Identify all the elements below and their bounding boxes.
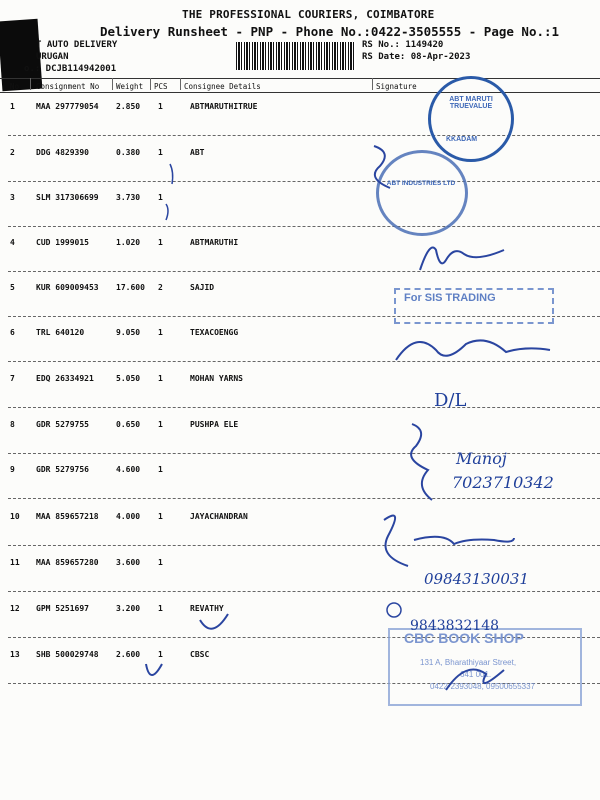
row-number: 2	[10, 148, 15, 157]
col-header-consignment: Consignment No	[36, 82, 100, 91]
pcs-count: 1	[158, 238, 163, 247]
weight-value: 3.200	[116, 604, 141, 613]
book-shop-stamp-phone: 0422-2393048, 09500655337	[430, 682, 535, 691]
weight-value: 3.730	[116, 193, 141, 202]
row-number: 8	[10, 420, 15, 429]
row-number: 5	[10, 283, 15, 292]
weight-value: 0.380	[116, 148, 141, 157]
consignee-name: CBSC	[190, 650, 210, 659]
receiver-phone-2: 09843130031	[424, 570, 529, 588]
weight-value: 9.050	[116, 328, 141, 337]
col-header-signature: Signature	[376, 82, 417, 91]
consignee-name: JAYACHANDRAN	[190, 512, 248, 521]
driver-line: URUGAN	[36, 52, 69, 62]
book-shop-stamp-pin: 641 001.	[460, 670, 492, 679]
consignment-number: TRL 640120	[36, 328, 85, 337]
weight-value: 4.000	[116, 512, 141, 521]
weight-value: 1.020	[116, 238, 141, 247]
sis-trading-stamp-text: For SIS TRADING	[404, 292, 496, 304]
row-number: 10	[10, 512, 20, 521]
pcs-count: 1	[158, 604, 163, 613]
receiver-phone-3: 9843832148	[410, 618, 500, 634]
pcs-count: 1	[158, 465, 163, 474]
pcs-count: 1	[158, 328, 163, 337]
consignment-number: MAA 859657218	[36, 512, 99, 521]
consignment-number: SHB 500029748	[36, 650, 99, 659]
row-number: 1	[10, 102, 15, 111]
delivered-note: D/L	[434, 390, 467, 411]
row-number: 6	[10, 328, 15, 337]
pcs-count: 1	[158, 420, 163, 429]
pcs-count: 1	[158, 148, 163, 157]
receiver-phone: 7023710342	[452, 473, 554, 492]
weight-value: 3.600	[116, 558, 141, 567]
weight-value: 4.600	[116, 465, 141, 474]
pcs-count: 1	[158, 374, 163, 383]
consignment-number: MAA 297779054	[36, 102, 99, 111]
maruti-stamp-text: ABT MARUTI TRUEVALUE	[449, 96, 493, 110]
receiver-name: Manoj	[456, 449, 507, 468]
pcs-count: 1	[158, 102, 163, 111]
consignment-number: GDR 5279756	[36, 465, 89, 474]
weight-value: 5.050	[116, 374, 141, 383]
weight-value: 0.650	[116, 420, 141, 429]
consignment-number: GPM 5251697	[36, 604, 89, 613]
row-number: 3	[10, 193, 15, 202]
col-header-consignee: Consignee Details	[184, 82, 261, 91]
consignment-number: MAA 859657280	[36, 558, 99, 567]
consignee-name: MOHAN YARNS	[190, 374, 243, 383]
pcs-count: 1	[158, 193, 163, 202]
col-header-weight: Weight	[116, 82, 144, 91]
row-number: 4	[10, 238, 15, 247]
abt-industries-stamp-text: ABT INDUSTRIES LTD	[386, 180, 456, 187]
consignee-name: REVATHY	[190, 604, 224, 613]
runsheet-heading: Delivery Runsheet - PNP - Phone No.:0422-3505555 - Page No.:1	[100, 24, 560, 39]
rs-number: RS No.: 1149420	[362, 40, 444, 50]
company-title: THE PROFESSIONAL COURIERS, COIMBATORE	[182, 8, 435, 21]
rs-date: RS Date: 08-Apr-2023	[362, 52, 471, 62]
consignment-number: CUD 1999015	[36, 238, 89, 247]
col-header-no: No	[10, 82, 20, 91]
row-number: 11	[10, 558, 20, 567]
consignee-name: ABTMARUTHI	[190, 238, 239, 247]
row-number: 9	[10, 465, 15, 474]
consignment-number: DDG 4829390	[36, 148, 89, 157]
consignment-number: KUR 609009453	[36, 283, 99, 292]
pcs-count: 1	[158, 512, 163, 521]
weight-value: 2.600	[116, 650, 141, 659]
consignee-name: PUSHPA ELE	[190, 420, 239, 429]
consignee-name: ABT	[190, 148, 205, 157]
consignee-name: TEXACOENGG	[190, 328, 239, 337]
consignee-name: ABTMARUTHITRUE	[190, 102, 258, 111]
weight-value: 2.850	[116, 102, 141, 111]
book-shop-stamp-address: 131 A, Bharathiyaar Street,	[420, 658, 517, 667]
row-number: 13	[10, 650, 20, 659]
row-number: 12	[10, 604, 20, 613]
runsheet-code: o.: DCJB114942001	[24, 64, 117, 74]
consignment-number: EDQ 26334921	[36, 374, 94, 383]
weight-value: 17.600	[116, 283, 145, 292]
consignment-number: SLM 317306699	[36, 193, 99, 202]
maruti-stamp-place: KKADAM	[446, 136, 478, 143]
branch-line: T AUTO DELIVERY	[36, 40, 118, 50]
row-number: 7	[10, 374, 15, 383]
consignee-name: SAJID	[190, 283, 215, 292]
pcs-count: 1	[158, 558, 163, 567]
col-header-pcs: PCS	[154, 82, 168, 91]
book-shop-stamp-name: CBC BOOK SHOP	[404, 630, 524, 646]
pcs-count: 2	[158, 283, 163, 292]
consignment-number: GDR 5279755	[36, 420, 89, 429]
pcs-count: 1	[158, 650, 163, 659]
